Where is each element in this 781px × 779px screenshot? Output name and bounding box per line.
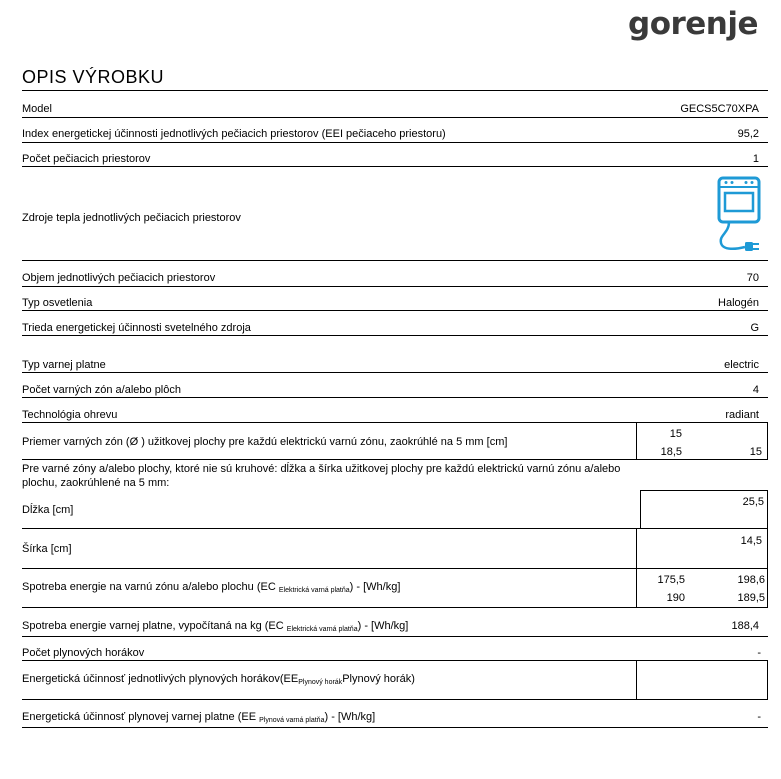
volume-value: 70 (746, 272, 759, 284)
divider (22, 699, 768, 700)
length-label: Dĺžka [cm] (22, 504, 74, 516)
gas-hob-value: - (757, 711, 761, 723)
cell-rule (636, 568, 637, 607)
ec-zone-value: 190 (666, 592, 685, 604)
hob-type-value: electric (724, 359, 759, 371)
divider (22, 422, 768, 423)
divider (22, 397, 768, 398)
eei-label: Index energetickej účinnosti jednotlivých pečiacich priestorov (EEI pečiaceho priestoru) (22, 128, 446, 140)
electric-oven-icon (715, 175, 763, 257)
divider (22, 286, 768, 287)
cavities-label: Počet pečiacich priestorov (22, 153, 151, 165)
lighting-value: Halogén (718, 297, 759, 309)
gas-hob-label: Energetická účinnosť plynovej varnej platne (EE $_{Plynová varná platňa}$) - [Wh/kg] (22, 711, 376, 724)
gas-efficiency-label: Energetická účinnosť jednotlivých plynových $horákov(EE_{Plynový horák}Plynový$ horák) (22, 673, 415, 686)
tech-value: radiant (725, 409, 759, 421)
zones-label: Počet varných zón a/alebo plôch (22, 384, 181, 396)
width-label: Šírka [cm] (22, 543, 72, 555)
eei-value: 95,2 (737, 128, 759, 140)
divider (22, 310, 768, 311)
cell-rule (636, 660, 637, 699)
ec-hob-value: 188,4 (731, 620, 759, 632)
light-class-value: G (750, 322, 759, 334)
width-value: 14,5 (740, 535, 762, 547)
zones-value: 4 (752, 384, 759, 396)
ec-zone-value: 198,6 (737, 574, 765, 586)
volume-label: Objem jednotlivých pečiacich priestorov (22, 272, 216, 284)
lighting-label: Typ osvetlenia (22, 297, 93, 309)
diameter-value: 18,5 (660, 446, 682, 458)
cell-rule (636, 528, 637, 568)
cell-rule (767, 528, 768, 568)
diameter-label: Priemer varných zón (Ø ) užitkovej plochy pre každú elektrickú varnú zónu, zaokrúhlé na 5 mm [cm] (22, 436, 508, 448)
tech-label: Technológia ohrevu (22, 409, 118, 421)
divider (22, 117, 768, 118)
gorenje-logo: gorenje (628, 6, 759, 42)
page-title: OPIS VÝROBKU (22, 67, 165, 87)
ec-zone-value: 175,5 (657, 574, 685, 586)
divider (22, 166, 768, 167)
divider (22, 607, 768, 608)
hob-type-label: Typ varnej platne (22, 359, 106, 371)
title-rule (22, 90, 768, 91)
divider (22, 335, 768, 336)
heat-source-label: Zdroje tepla jednotlivých pečiacich priestorov (22, 212, 241, 224)
cell-rule (767, 660, 768, 699)
ec-hob-label: Spotreba energie varnej platne, vypočítaná na kg (EC $_{Elektrická varná platňa}$) - [Wh/kg] (22, 620, 409, 633)
length-value: 25,5 (742, 496, 764, 508)
cavities-value: 1 (752, 153, 759, 165)
cell-rule (640, 490, 768, 491)
diameter-value: 15 (669, 428, 682, 440)
cell-rule (767, 490, 768, 528)
diameter-value: 15 (749, 446, 762, 458)
divider (22, 660, 768, 661)
ec-zone-value: 189,5 (737, 592, 765, 604)
model-value: GECS5C70XPA (680, 103, 759, 115)
gas-burners-value: - (757, 647, 761, 659)
divider (22, 142, 768, 143)
cell-rule (640, 490, 641, 528)
cell-rule (767, 568, 768, 607)
cell-rule (767, 422, 768, 459)
cell-rule (636, 422, 637, 459)
divider (22, 260, 768, 261)
divider (22, 459, 768, 460)
divider (22, 372, 768, 373)
ec-zone-label: Spotreba energie na varnú zónu a/alebo plochu (EC $_{Elektrická varná platňa}$) - [Wh/kg] (22, 581, 401, 594)
model-label: Model (22, 103, 52, 115)
gas-burners-label: Počet plynových horákov (22, 647, 145, 659)
noncircular-note: Pre varné zóny a/alebo plochy, ktoré nie sú kruhové: dĺžka a šírka užitkovej plochy pre každú elektrickú varnú zónu a/alebo plochu, zaokrúhlené na 5 mm: (22, 463, 621, 489)
divider (22, 568, 768, 569)
light-class-label: Trieda energetickej účinnosti svetelného zdroja (22, 322, 251, 334)
divider (22, 528, 768, 529)
